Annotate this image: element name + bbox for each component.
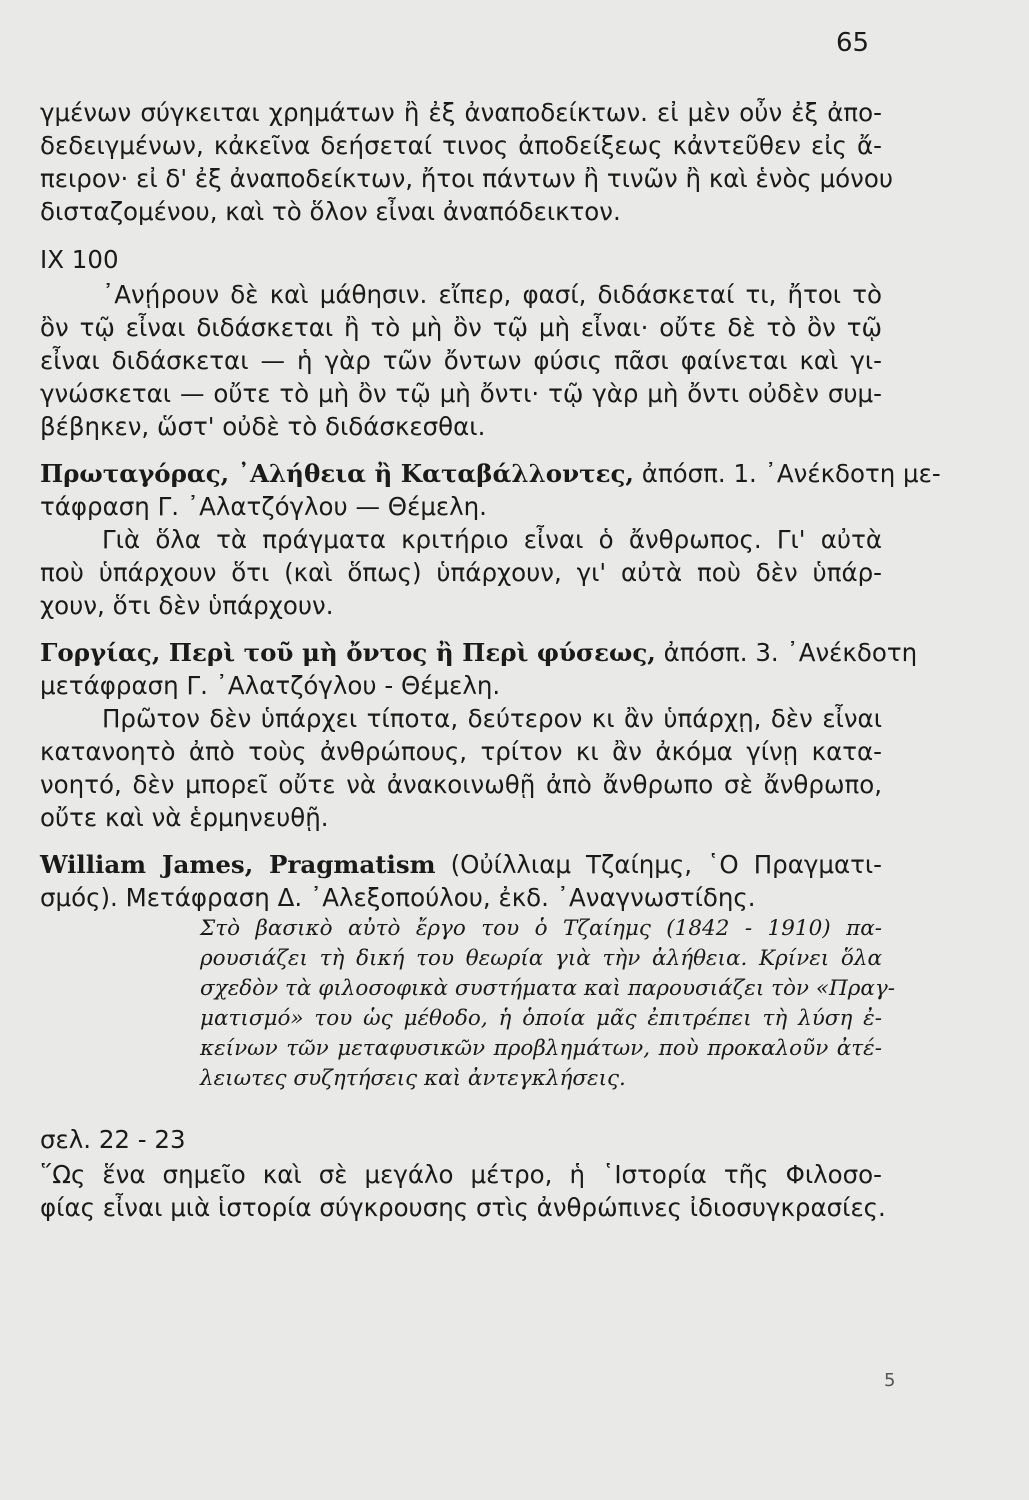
signature-mark: 5 bbox=[884, 1370, 896, 1391]
text-line: Γιὰ ὅλα τὰ πράγματα κριτήριο εἶναι ὁ ἄνθρωπος. Γι' αὐτὰ bbox=[102, 525, 882, 554]
page-body bbox=[40, 96, 941, 1224]
note-line: ματισμό» του ὡς μέθοδο, ἡ ὁποία μᾶς ἐπιτρέπει τὴ λύση ἐ- bbox=[200, 1006, 882, 1031]
text-line: χουν, ὅτι δὲν ὑπάρχουν. bbox=[40, 591, 334, 620]
note-line: κείνων τῶν μεταφυσικῶν προβλημάτων, ποὺ προκαλοῦν ἀτέ- bbox=[200, 1036, 882, 1061]
heading-line: μετάφραση Γ. ᾿Αλατζόγλου - Θέμελη. bbox=[40, 671, 501, 700]
text-line: πειρον· εἰ δ' ἐξ ἀναποδείκτων, ἤτοι πάντων ἢ τινῶν ἢ καὶ ἑνὸς μόνου bbox=[40, 164, 894, 193]
heading-detail: ἀπόσπ. 1. ᾿Ανέκδοτη με- bbox=[633, 459, 941, 488]
james-section bbox=[40, 848, 896, 1224]
page-number: 65 bbox=[836, 28, 870, 58]
page-reference: σελ. 22 - 23 bbox=[40, 1125, 186, 1154]
text-line: δισταζομένου, καὶ τὸ ὅλον εἶναι ἀναπόδεικτον. bbox=[40, 197, 621, 226]
text-line: κατανοητὸ ἀπὸ τοὺς ἀνθρώπους, τρίτον κι ἂν ἀκόμα γίνῃ κατα- bbox=[40, 737, 882, 766]
text-line: νοητό, δὲν μπορεῖ οὔτε νὰ ἀνακοινωθῇ ἀπὸ ἄνθρωπο σὲ ἄνθρωπο, bbox=[40, 770, 882, 799]
text-line: ὂν τῷ εἶναι διδάσκεται ἢ τὸ μὴ ὂν τῷ μὴ εἶναι· οὔτε δὲ τὸ ὂν τῷ bbox=[40, 313, 882, 342]
heading-line: τάφραση Γ. ᾿Αλατζόγλου — Θέμελη. bbox=[40, 492, 487, 521]
work-title: William James, Pragmatism bbox=[40, 850, 436, 879]
text-line: ῞Ως ἕνα σημεῖο καὶ σὲ μεγάλο μέτρο, ἡ ῾Ιστορία τῆς Φιλοσο- bbox=[40, 1160, 882, 1189]
note-line: ρουσιάζει τὴ δική του θεωρία γιὰ τὴν ἀλήθεια. Κρίνει ὅλα bbox=[200, 946, 882, 971]
work-title: Πρωταγόρας, ᾿Αλήθεια ἢ Καταβάλλοντες, bbox=[40, 459, 634, 488]
text-line: εἶναι διδάσκεται — ἡ γὰρ τῶν ὄντων φύσις πᾶσι φαίνεται καὶ γι- bbox=[40, 346, 882, 375]
text-line: ποὺ ὑπάρχουν ὅτι (καὶ ὅπως) ὑπάρχουν, γι' αὐτὰ ποὺ δὲν ὑπάρ- bbox=[40, 558, 882, 587]
text-line: γμένων σύγκειται χρημάτων ἢ ἐξ ἀναποδείκτων. εἰ μὲν οὖν ἐξ ἀπο- bbox=[40, 98, 882, 127]
text-line: οὔτε καὶ νὰ ἑρμηνευθῇ. bbox=[40, 803, 329, 832]
heading-detail: (Οὐίλλιαμ Τζαίημς, ῾Ο Πραγματι- bbox=[435, 850, 883, 879]
note-line: σχεδὸν τὰ φιλοσοφικὰ συστήματα καὶ παρουσιάζει τὸν «Πραγ- bbox=[200, 976, 896, 1001]
section-reference: IX 100 bbox=[40, 245, 119, 274]
text-line: δεδειγμένων, κἀκεῖνα δεήσεταί τινος ἀποδείξεως κἀντεῦθεν εἰς ἄ- bbox=[40, 131, 882, 160]
paragraph-1 bbox=[40, 96, 894, 228]
heading-line: σμός). Μετάφραση Δ. ᾿Αλεξοπούλου, ἐκδ. ᾿Αναγνωστίδης. bbox=[40, 883, 756, 912]
text-line: ᾿Ανῄρουν δὲ καὶ μάθησιν. εἴπερ, φασί, διδάσκεταί τι, ἤτοι τὸ bbox=[102, 280, 882, 309]
text-line: γνώσκεται — οὔτε τὸ μὴ ὂν τῷ μὴ ὄντι· τῷ γὰρ μὴ ὄντι οὐδὲν συμ- bbox=[40, 379, 882, 408]
note-line: λειωτες συζητήσεις καὶ ἀντεγκλήσεις. bbox=[200, 1066, 626, 1091]
text-line: βέβηκεν, ὥστ' οὐδὲ τὸ διδάσκεσθαι. bbox=[40, 412, 486, 441]
paragraph-2 bbox=[40, 278, 882, 443]
heading-detail: ἀπόσπ. 3. ᾿Ανέκδοτη bbox=[655, 638, 918, 667]
section-heading bbox=[40, 848, 882, 881]
text-line: φίας εἶναι μιὰ ἱστορία σύγκρουσης στὶς ἀνθρώπινες ἰδιοσυγκρασίες. bbox=[40, 1193, 886, 1222]
section-heading bbox=[40, 457, 941, 490]
editorial-note bbox=[40, 914, 896, 1094]
gorgias-section bbox=[40, 636, 918, 834]
work-title: Γοργίας, Περὶ τοῦ μὴ ὄντος ἢ Περὶ φύσεως, bbox=[40, 638, 656, 667]
note-line: Στὸ βασικὸ αὐτὸ ἔργο του ὁ Τζαίημς (1842 - 1910) πα- bbox=[200, 916, 882, 941]
section-heading bbox=[40, 636, 918, 669]
protagoras-section bbox=[40, 457, 941, 622]
text-line: Πρῶτον δὲν ὑπάρχει τίποτα, δεύτερον κι ἂν ὑπάρχῃ, δὲν εἶναι bbox=[102, 704, 882, 733]
